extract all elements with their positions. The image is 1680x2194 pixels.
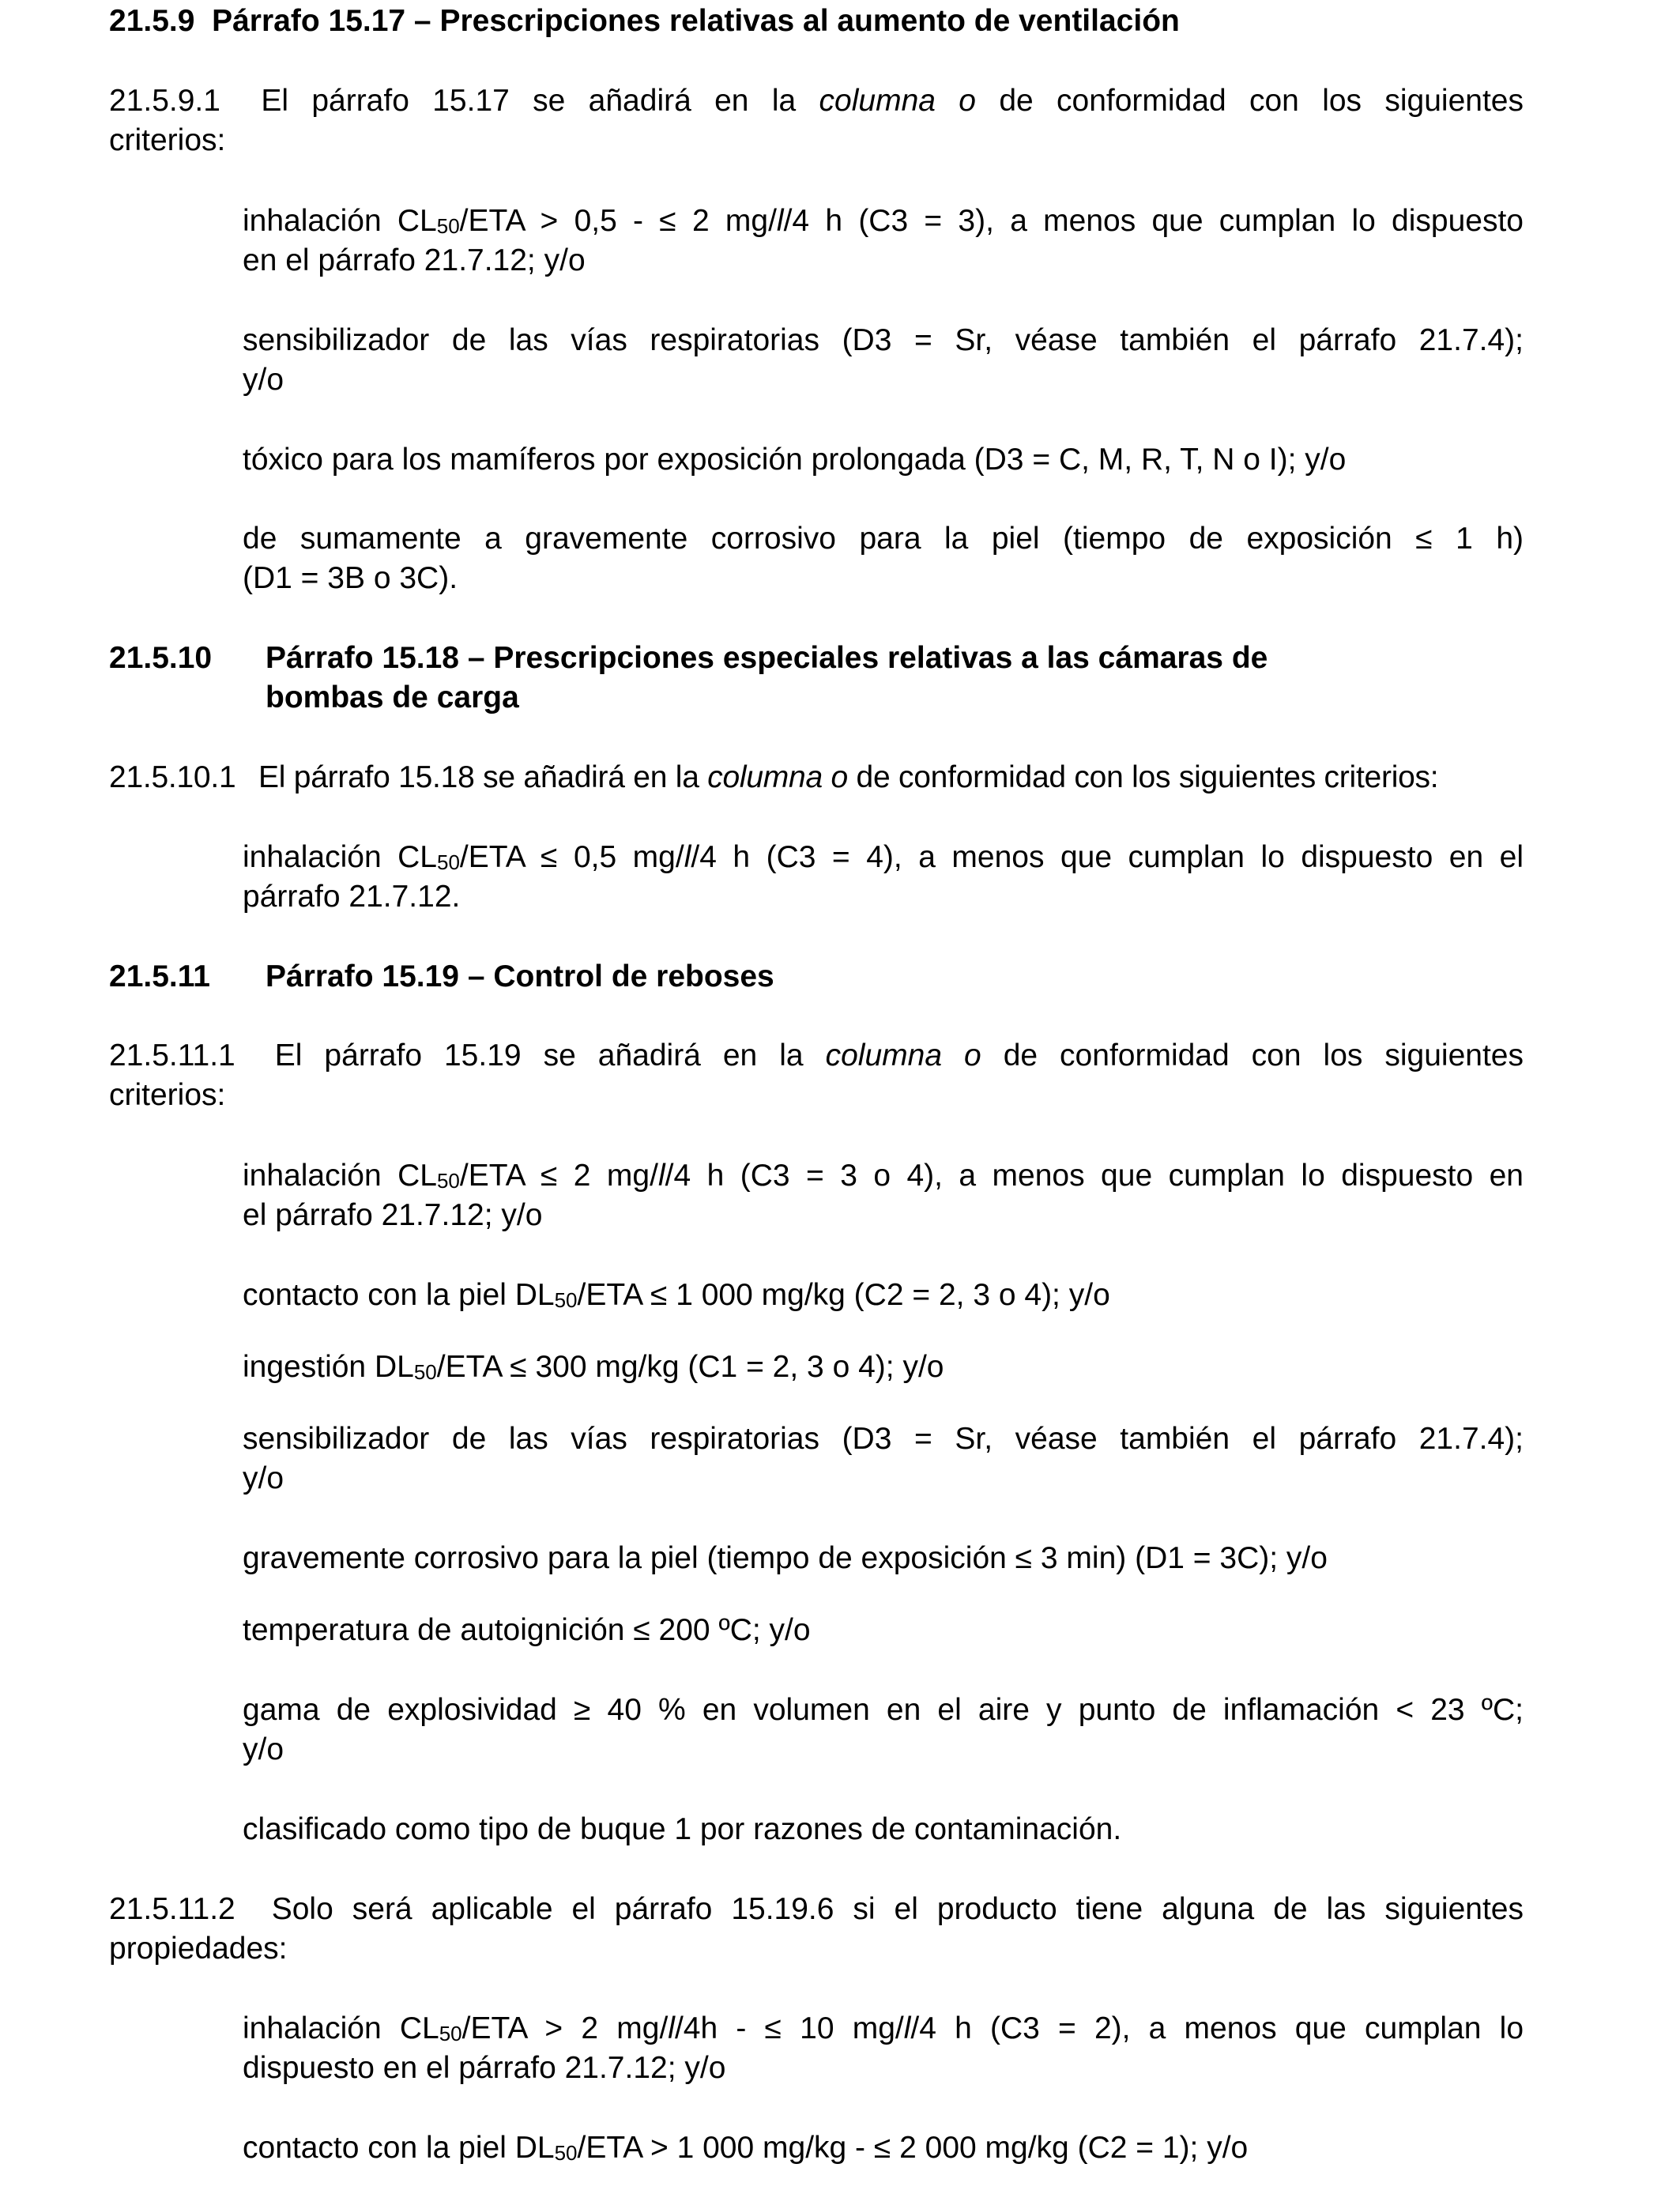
- criteria-item: [243, 838, 1524, 917]
- item-text: /ETA > 2 mg/: [461, 2011, 669, 2045]
- paragraph-number: 21.5.10.1: [109, 760, 236, 794]
- section-title: Párrafo 15.17 – Prescripciones relativas al aumento de ventilación: [212, 4, 1180, 38]
- item-text: y/o: [243, 363, 284, 397]
- item-text: de sumamente a gravemente corrosivo para la piel (tiempo de exposición ≤ 1 h): [243, 522, 1524, 556]
- subscript: 50: [439, 2022, 462, 2045]
- criteria-item: [243, 321, 1524, 400]
- paragraph-21-5-11-2: [109, 1890, 1524, 1969]
- item-text: contacto con la piel DL: [243, 1278, 555, 1312]
- section-heading-21-5-11: [109, 957, 774, 997]
- paragraph-21-5-9-1: [109, 81, 1524, 160]
- item-text: el párrafo 21.7.12; y/o: [243, 1198, 543, 1232]
- section-title-line: bombas de carga: [266, 680, 519, 714]
- item-text: en el párrafo 21.7.12; y/o: [243, 243, 586, 277]
- item-text: sensibilizador de las vías respiratorias (D3 = Sr, véase también el párrafo 21.7.4);: [243, 1422, 1524, 1456]
- item-text: gama de explosividad ≥ 40 % en volumen en el aire y punto de inflamación < 23 ºC;: [243, 1693, 1524, 1727]
- item-text: /ETA ≤ 0,5 mg/: [459, 840, 684, 874]
- paragraph-text: de conformidad con los siguientes: [1003, 1039, 1524, 1072]
- criteria-item: [243, 440, 1524, 480]
- criteria-item: [243, 1691, 1524, 1770]
- section-title: [266, 639, 1268, 718]
- paragraph-text: El párrafo 15.19 se añadirá en la: [274, 1039, 804, 1072]
- item-emphasis: l: [657, 1159, 665, 1193]
- paragraph-text: Solo será aplicable el párrafo 15.19.6 si el producto tiene alguna de las siguientes: [271, 1892, 1524, 1926]
- item-text: temperatura de autoignición ≤ 200 ºC; y/o: [243, 1613, 811, 1647]
- paragraph-text: criterios:: [109, 1078, 226, 1112]
- item-text: inhalación CL: [243, 840, 437, 874]
- criteria-item: [243, 2009, 1524, 2088]
- subscript: 50: [554, 1288, 578, 1312]
- criteria-item: [243, 2128, 1524, 2168]
- item-text: tóxico para los mamíferos por exposición prolongada (D3 = C, M, R, T, N o I); y/o: [243, 443, 1347, 477]
- criteria-item: [243, 1276, 1524, 1315]
- item-text: /4 h (C3 = 3 o 4), a menos que cumplan lo dispuesto en: [665, 1159, 1524, 1193]
- paragraph-text: El párrafo 15.18 se añadirá en la: [258, 760, 699, 794]
- item-text: inhalación CL: [243, 1159, 437, 1193]
- paragraph-text: de conformidad con los siguientes: [999, 84, 1524, 118]
- item-emphasis: l: [684, 840, 691, 874]
- item-text: y/o: [243, 1732, 284, 1766]
- criteria-item: [243, 1156, 1524, 1235]
- criteria-item: [243, 1810, 1524, 1849]
- criteria-item: [243, 1419, 1524, 1498]
- item-text: inhalación CL: [243, 2011, 439, 2045]
- item-text: y/o: [243, 1461, 284, 1495]
- criteria-item: [243, 1611, 1524, 1650]
- section-number: 21.5.11: [109, 959, 210, 993]
- item-emphasis: l: [903, 2011, 911, 2045]
- paragraph-emphasis: columna o: [819, 84, 976, 118]
- item-text: sensibilizador de las vías respiratorias (D3 = Sr, véase también el párrafo 21.7.4);: [243, 323, 1524, 357]
- item-text: (D1 = 3B o 3C).: [243, 561, 458, 595]
- item-text: /4h - ≤ 10 mg/: [674, 2011, 904, 2045]
- item-text: ingestión DL: [243, 1350, 414, 1384]
- section-title-line: Párrafo 15.18 – Prescripciones especiales relativas a las cámaras de: [266, 641, 1268, 675]
- item-text: /4 h (C3 = 2), a menos que cumplan lo: [910, 2011, 1524, 2045]
- paragraph-number: 21.5.9.1: [109, 84, 220, 118]
- paragraph-21-5-11-1: [109, 1036, 1524, 1115]
- criteria-item: [243, 1348, 1524, 1387]
- item-text: /ETA ≤ 2 mg/: [459, 1159, 658, 1193]
- item-text: /ETA ≤ 300 mg/kg (C1 = 2, 3 o 4); y/o: [436, 1350, 944, 1384]
- paragraph-number: 21.5.11.1: [109, 1039, 235, 1072]
- paragraph-text: El párrafo 15.17 se añadirá en la: [261, 84, 797, 118]
- paragraph-emphasis: columna o: [825, 1039, 981, 1072]
- item-emphasis: l: [668, 2011, 675, 2045]
- subscript: 50: [436, 214, 460, 238]
- paragraph-text: de conformidad con los siguientes criterios:: [856, 760, 1439, 794]
- item-text: /ETA ≤ 1 000 mg/kg (C2 = 2, 3 o 4); y/o: [577, 1278, 1110, 1312]
- item-text: /ETA > 1 000 mg/kg - ≤ 2 000 mg/kg (C2 = 1); y/o: [577, 2131, 1249, 2165]
- item-text: párrafo 21.7.12.: [243, 880, 461, 914]
- paragraph-text: criterios:: [109, 123, 226, 157]
- item-text: dispuesto en el párrafo 21.7.12; y/o: [243, 2051, 726, 2085]
- criteria-item: [243, 202, 1524, 281]
- criteria-item: [243, 519, 1524, 598]
- section-heading-21-5-9: [109, 2, 1180, 41]
- item-emphasis: l: [776, 204, 784, 238]
- subscript: 50: [437, 850, 460, 874]
- paragraph-number: 21.5.11.2: [109, 1892, 235, 1926]
- section-number: 21.5.9: [109, 4, 195, 38]
- item-text: /4 h (C3 = 4), a menos que cumplan lo dispuesto en el: [691, 840, 1524, 874]
- item-text: inhalación CL: [243, 204, 437, 238]
- item-text: gravemente corrosivo para la piel (tiempo de exposición ≤ 3 min) (D1 = 3C); y/o: [243, 1541, 1328, 1575]
- subscript: 50: [413, 1360, 437, 1384]
- item-text: contacto con la piel DL: [243, 2131, 555, 2165]
- subscript: 50: [436, 1169, 460, 1193]
- item-text: /ETA > 0,5 - ≤ 2 mg/: [459, 204, 777, 238]
- paragraph-text: propiedades:: [109, 1932, 288, 1966]
- paragraph-emphasis: columna o: [707, 760, 848, 794]
- section-title: Párrafo 15.19 – Control de reboses: [266, 959, 774, 993]
- criteria-item: [243, 1539, 1524, 1578]
- paragraph-21-5-10-1: [109, 758, 1524, 797]
- section-number: 21.5.10: [109, 641, 213, 675]
- item-text: clasificado como tipo de buque 1 por razones de contaminación.: [243, 1812, 1122, 1846]
- section-heading-21-5-10: [109, 639, 1268, 714]
- subscript: 50: [554, 2141, 578, 2165]
- item-text: /4 h (C3 = 3), a menos que cumplan lo dispuesto: [783, 204, 1524, 238]
